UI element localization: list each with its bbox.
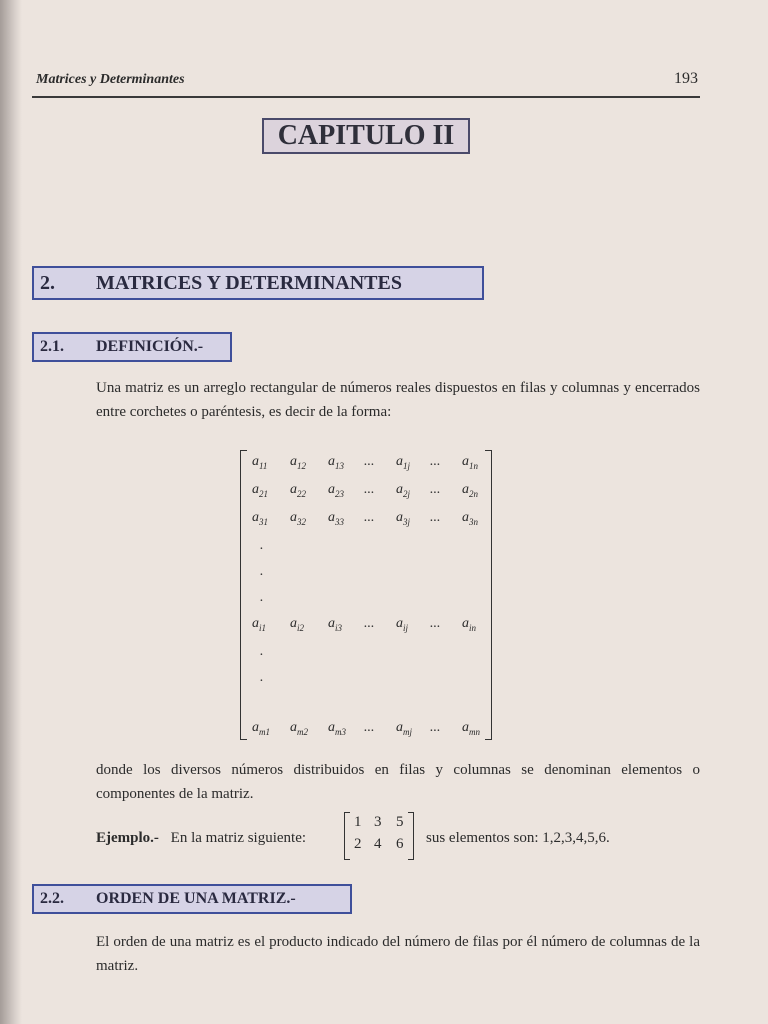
matrix-entry: $a_{i3}$ (328, 616, 343, 633)
matrix-entry: $a_{2n}$ (462, 482, 478, 499)
elements-paragraph: donde los diversos números distribuidos en filas y columnas se denominan elementos o componentes de la matriz. (96, 762, 700, 802)
matrix-entry: $a_{m2}$ (290, 720, 308, 737)
section-number: 2.1. (40, 338, 64, 355)
matrix-entry: $a_{32}$ (290, 510, 306, 527)
matrix-entry: $a_{31}$ (252, 510, 268, 527)
matrix-entry: $a_{12}$ (290, 454, 306, 471)
right-bracket (408, 812, 414, 860)
matrix-entry: $a_{23}$ (328, 482, 344, 499)
example-text: En la matriz siguiente: (170, 830, 307, 846)
section-heading-2 (32, 266, 484, 300)
matrix-entry: $a_{33}$ (328, 510, 344, 527)
matrix-entry: ... (364, 482, 375, 497)
matrix-entry: $a_{2j}$ (396, 482, 411, 499)
matrix-entry: $a_{i2}$ (290, 616, 305, 633)
example-matrix-entry: 3 (374, 814, 382, 830)
matrix-entry: ... (364, 616, 375, 631)
matrix-entry: $a_{m1}$ (252, 720, 270, 737)
matrix-entry: . (260, 644, 264, 659)
matrix-entry: $a_{in}$ (462, 616, 477, 633)
matrix-entry: $a_{mn}$ (462, 720, 480, 737)
matrix-entry: ... (430, 616, 441, 631)
example-matrix-entry: 2 (354, 836, 362, 852)
matrix-entry: $a_{3j}$ (396, 510, 411, 527)
matrix-entry: . (260, 670, 264, 685)
matrix-entry: $a_{11}$ (252, 454, 268, 471)
running-header-title: Matrices y Determinantes (36, 72, 185, 87)
section-title: ORDEN DE UNA MATRIZ.- (96, 890, 296, 907)
matrix-entry: . (260, 590, 264, 605)
matrix-entry: ... (430, 454, 441, 469)
section-title: DEFINICIÓN.- (96, 338, 204, 355)
matrix-entry: $a_{1j}$ (396, 454, 411, 471)
header-rule (32, 96, 700, 98)
example-matrix-entry: 5 (396, 814, 404, 830)
matrix-entry: ... (430, 720, 441, 735)
left-bracket (344, 812, 350, 860)
left-bracket (240, 450, 247, 740)
matrix-entry: $a_{mj}$ (396, 720, 412, 737)
example-matrix-entry: 4 (374, 836, 382, 852)
chapter-title: CAPITULO II (262, 118, 470, 154)
order-paragraph: El orden de una matriz es el producto indicado del número de filas por él número de columnas de la matriz. (96, 934, 700, 974)
matrix-entry: ... (364, 510, 375, 525)
section-title: MATRICES Y DETERMINANTES (96, 272, 402, 294)
matrix-entry: . (260, 564, 264, 579)
page-edge-shadow (0, 0, 22, 1024)
section-heading-2-2 (32, 884, 352, 914)
matrix-entry: $a_{3n}$ (462, 510, 478, 527)
matrix-entry: . (260, 538, 264, 553)
matrix-entry: ... (430, 482, 441, 497)
section-heading-2-1 (32, 332, 232, 362)
example-matrix-entry: 1 (354, 814, 362, 830)
example-matrix (344, 812, 414, 860)
example-elements: sus elementos son: 1,2,3,4,5,6. (426, 830, 610, 846)
section-number: 2.2. (40, 890, 64, 907)
page-number: 193 (674, 70, 698, 87)
matrix-entry: ... (364, 720, 375, 735)
general-matrix (240, 450, 492, 740)
matrix-entry: $a_{ij}$ (396, 616, 409, 633)
matrix-entry: $a_{22}$ (290, 482, 306, 499)
matrix-entry: $a_{i1}$ (252, 616, 267, 633)
matrix-entry: ... (364, 454, 375, 469)
right-bracket (485, 450, 492, 740)
matrix-entry: $a_{21}$ (252, 482, 268, 499)
matrix-entry: ... (430, 510, 441, 525)
matrix-entry: $a_{13}$ (328, 454, 344, 471)
section-number: 2. (40, 272, 55, 294)
matrix-entry: $a_{1n}$ (462, 454, 478, 471)
matrix-entry: $a_{m3}$ (328, 720, 346, 737)
definition-paragraph: Una matriz es un arreglo rectangular de números reales dispuestos en filas y columnas y encerrados entre corchetes o paréntesis, es decir de la forma: (96, 380, 700, 420)
example-matrix-entry: 6 (396, 836, 404, 852)
example-label: Ejemplo.- (96, 830, 159, 846)
